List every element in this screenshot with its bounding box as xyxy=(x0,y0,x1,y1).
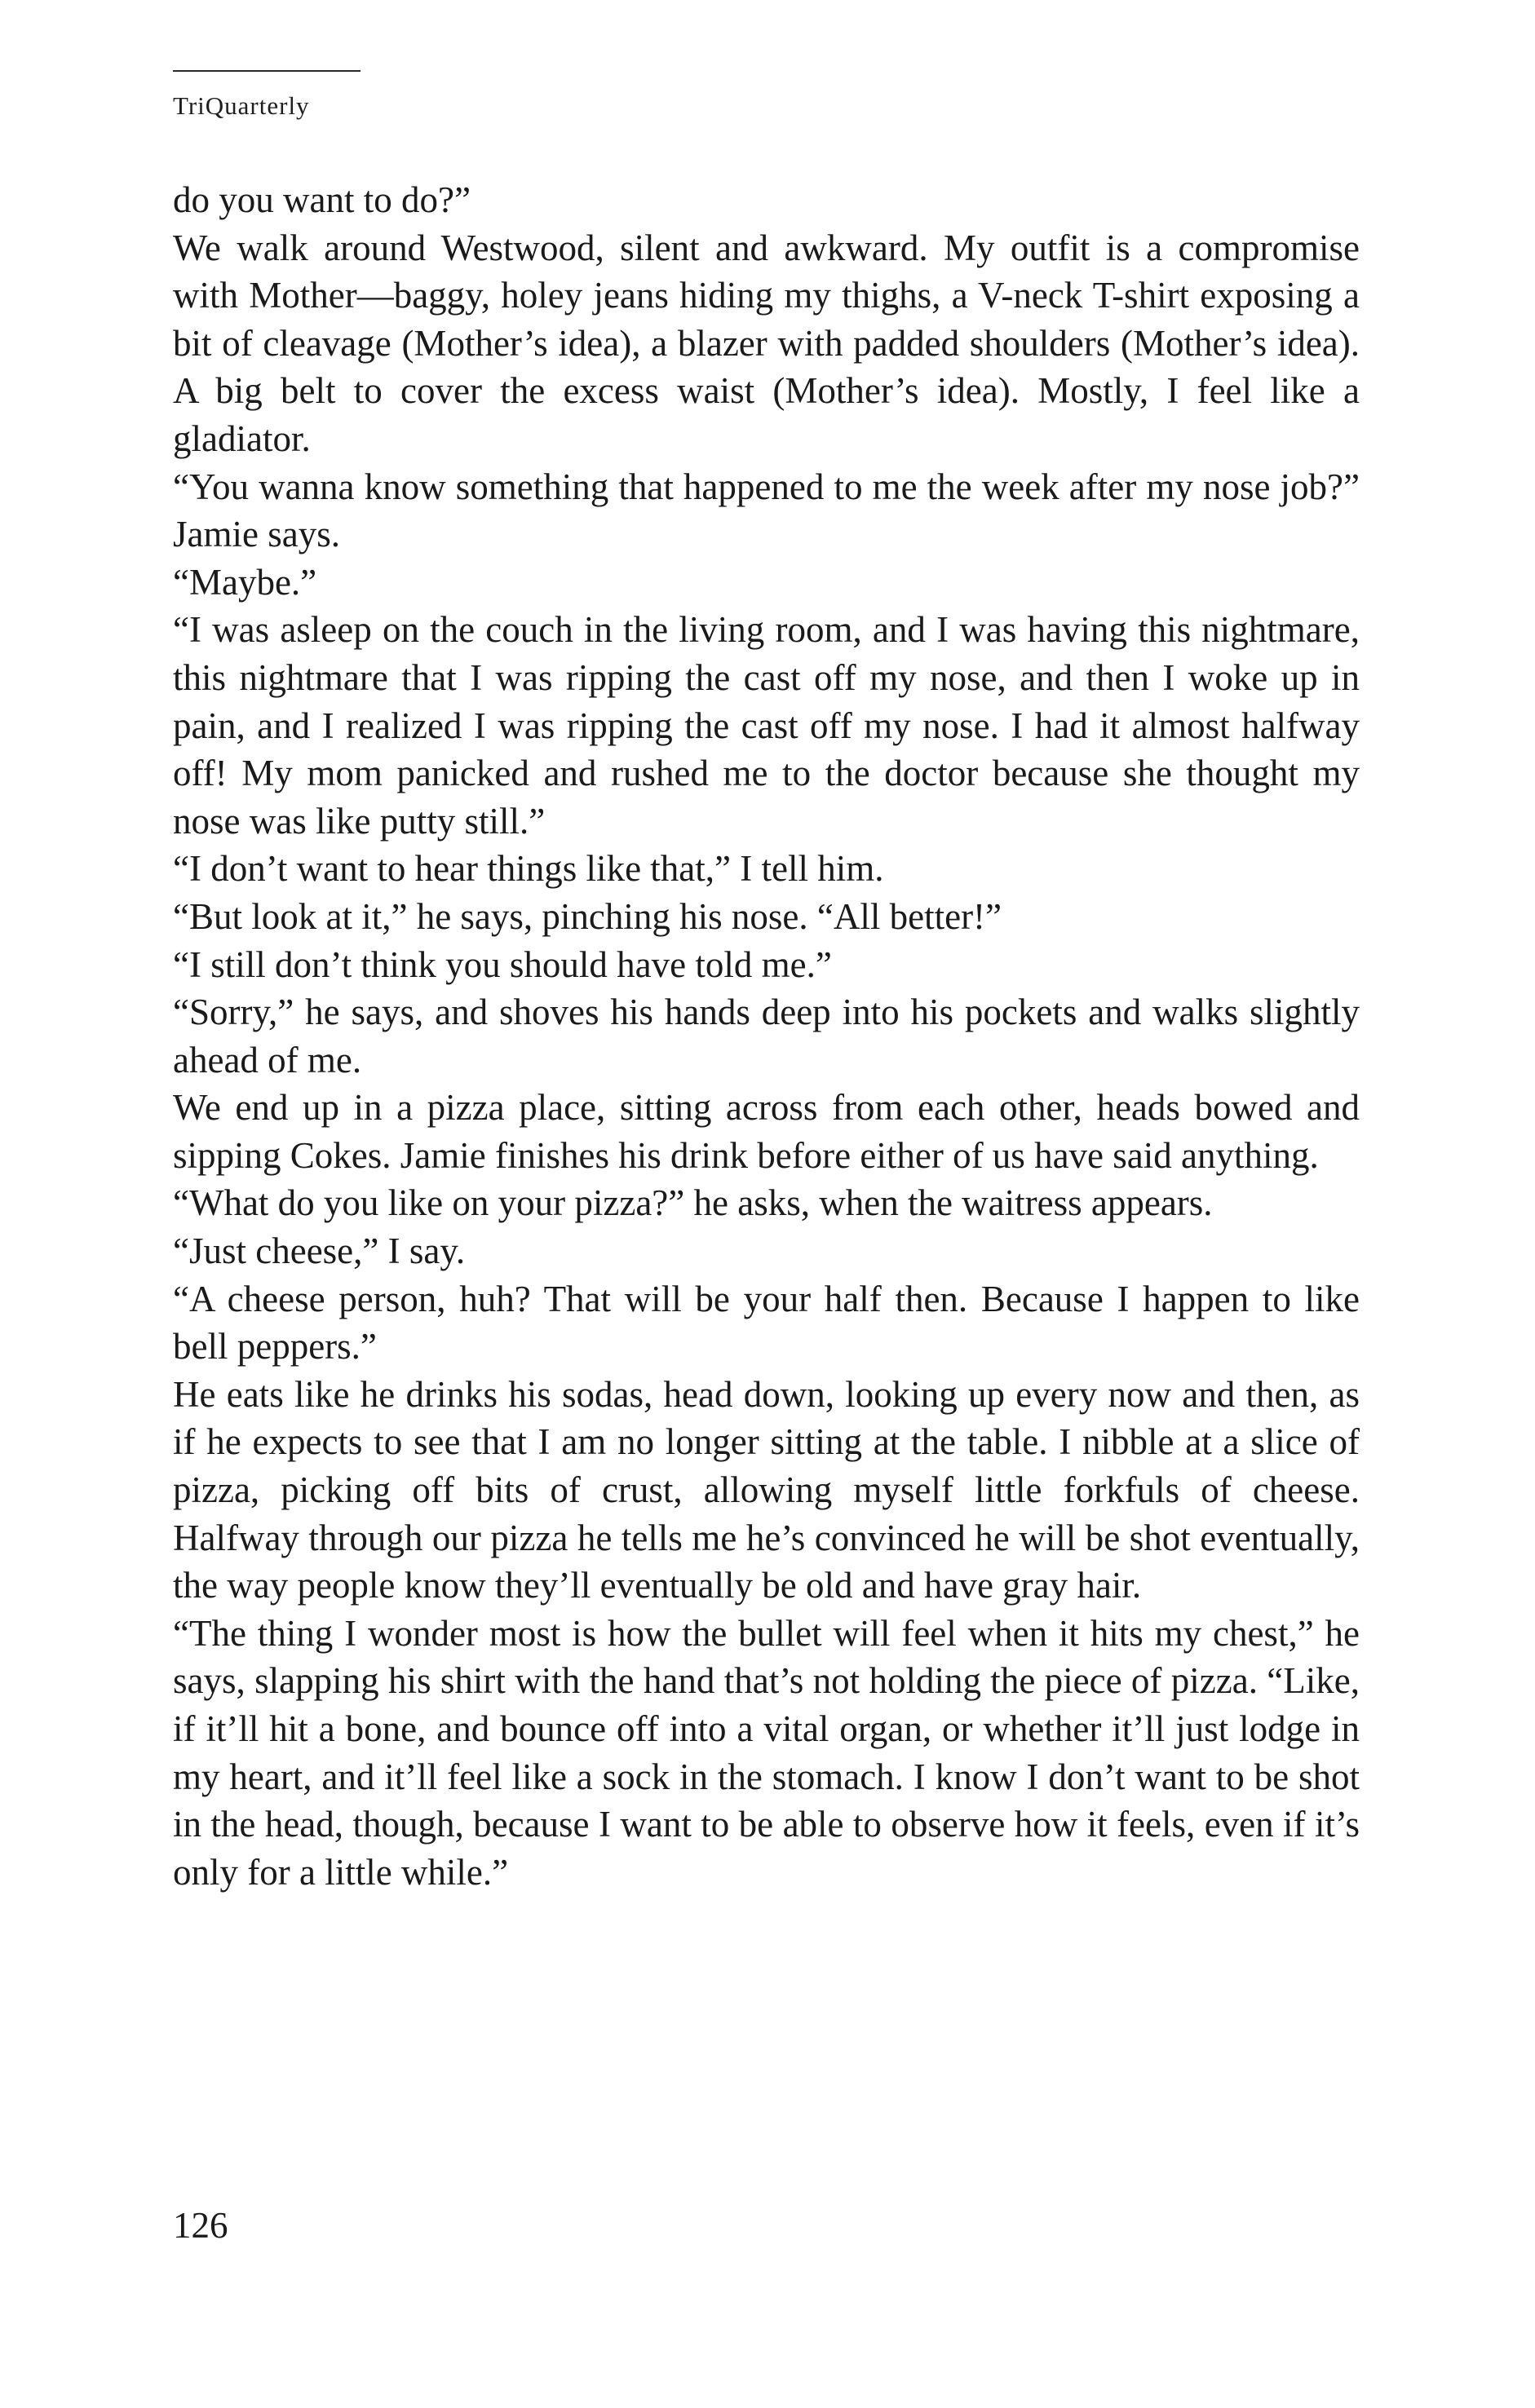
paragraph: “Sorry,” he says, and shoves his hands deep into his pockets and walks slightly ahead of me. xyxy=(173,992,1360,1080)
paragraph: He eats like he drinks his sodas, head down, looking up every now and then, as if he expects to see that I am no longer sitting at the table. I nibble at a slice of pizza, picking off bits of crust, allowing myself little forkfuls of cheese. Halfway through our pizza he tells me he’s convinced he will be shot eventually, the way people know they’ll eventually be old and have gray hair. xyxy=(173,1373,1360,1606)
paragraph: “But look at it,” he says, pinching his nose. “All better!” xyxy=(173,895,1002,937)
paragraph: “A cheese person, huh? That will be your half then. Because I happen to like bell peppers.” xyxy=(173,1278,1360,1367)
paragraph: “I still don’t think you should have told me.” xyxy=(173,943,832,985)
paragraph: “Just cheese,” I say. xyxy=(173,1231,466,1272)
paragraph: “What do you like on your pizza?” he asks, when the waitress appears. xyxy=(173,1182,1213,1224)
paragraph: “You wanna know something that happened to me the week after my nose job?” Jamie says. xyxy=(173,466,1360,555)
paragraph: “I don’t want to hear things like that,” I tell him. xyxy=(173,848,884,890)
paragraph: do you want to do?” xyxy=(173,179,471,220)
paragraph: “I was asleep on the couch in the living room, and I was having this nightmare, this nightmare that I was ripping the cast off my nose, and then I woke up in pain, and I realized I was ripping the cast off my nose. I had it almost halfway off! My mom panicked and rushed me to the doctor because she thought my nose was like putty still.” xyxy=(173,609,1360,842)
body-text xyxy=(173,176,1360,1896)
paragraph: We walk around Westwood, silent and awkward. My outfit is a compromise with Mother—baggy, holey jeans hiding my thighs, a V-neck T-shirt exposing a bit of cleavage (Mother’s idea), a blazer with padded shoulders (Mother’s idea). A big belt to cover the excess waist (Mother’s idea). Mostly, I feel like a gladiator. xyxy=(173,227,1360,459)
paragraph: “Maybe.” xyxy=(173,561,317,603)
running-head: TriQuarterly xyxy=(173,70,361,121)
paragraph: We end up in a pizza place, sitting across from each other, heads bowed and sipping Cokes. Jamie finishes his drink before either of us have said anything. xyxy=(173,1087,1360,1176)
paragraph: “The thing I wonder most is how the bullet will feel when it hits my chest,” he says, slapping his shirt with the hand that’s not holding the piece of pizza. “Like, if it’ll hit a bone, and bounce off into a vital organ, or whether it’ll just lodge in my heart, and it’ll feel like a sock in the stomach. I know I don’t want to be shot in the head, though, because I want to be able to observe how it feels, even if it’s only for a little while.” xyxy=(173,1612,1360,1893)
page-number: 126 xyxy=(173,2205,228,2246)
